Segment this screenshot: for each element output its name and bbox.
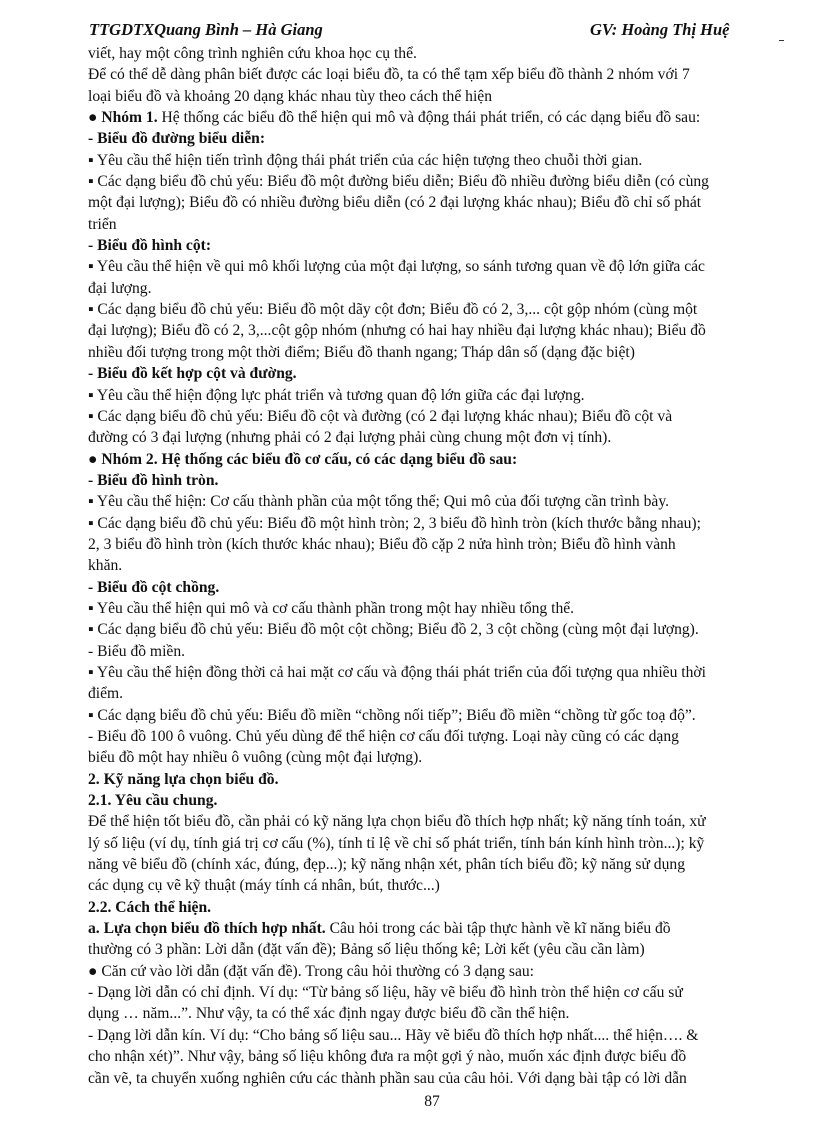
line-text: ▪ Yêu cầu thể hiện tiến trình động thái phát triển của các hiện tượng theo chuỗi thời gian. <box>88 151 643 169</box>
bold-text: - Biểu đồ đường biểu diễn: <box>88 130 266 148</box>
text-line <box>88 1068 788 1089</box>
line-text: ▪ Yêu cầu thể hiện đồng thời cả hai mặt cơ cấu và động thái phát triển của đối tượng qua nhiều thời <box>88 663 706 681</box>
text-line <box>88 363 788 384</box>
line-text: ▪ Yêu cầu thể hiện qui mô và cơ cấu thành phần trong một hay nhiều tổng thể. <box>88 599 575 617</box>
line-text: ▪ Yêu cầu thể hiện về qui mô khối lượng của một đại lượng, so sánh tương quan về độ lớn giữa các <box>88 258 705 276</box>
text-line <box>88 107 788 128</box>
line-text: - Biểu đồ 100 ô vuông. Chủ yếu dùng để thể hiện cơ cấu đối tượng. Loại này cũng có các dạng <box>88 728 679 745</box>
line-text: các dụng cụ vẽ kỹ thuật (máy tính cá nhân, bút, thước...) <box>88 877 440 895</box>
line-text: ● Căn cứ vào lời dẫn (đặt vấn đề). Trong câu hỏi thường có 3 dạng sau: <box>88 962 535 980</box>
line-text: Để có thể dễ dàng phân biết được các loại biểu đồ, ta có thể tạm xếp biểu đồ thành 2 nhóm với 7 <box>88 66 690 84</box>
header-school: TTGDTXQuang Bình – Hà Giang <box>89 20 323 39</box>
line-text: dụng … năm...”. Như vậy, ta có thể xác định ngay được biểu đồ cần thể hiện. <box>88 1005 570 1023</box>
text-line <box>88 577 788 598</box>
text-line <box>88 918 788 939</box>
bold-text: ● Nhóm 1. <box>88 109 158 127</box>
text-line <box>88 641 788 662</box>
text-line <box>88 854 788 875</box>
bold-text: 2. Kỹ năng lựa chọn biểu đồ. <box>88 770 279 788</box>
line-text: - Dạng lời dẫn có chỉ định. Ví dụ: “Từ bảng số liệu, hãy vẽ biểu đồ hình tròn thể hiện cơ cấu sử <box>88 984 683 1002</box>
text-line <box>88 747 788 768</box>
bold-text: - Biểu đồ hình cột: <box>88 237 212 255</box>
line-text: viết, hay một công trình nghiên cứu khoa học cụ thể. <box>88 45 417 62</box>
text-line <box>88 43 788 64</box>
line-text: đại lượng. <box>88 279 152 297</box>
line-text: ▪ Các dạng biểu đồ chủ yếu: Biểu đồ một đường biểu diễn; Biểu đồ nhiều đường biểu diễn (có cùng <box>88 173 709 191</box>
line-text: ▪ Các dạng biểu đồ chủ yếu: Biểu đồ miền “chồng nối tiếp”; Biểu đồ miền “chồng từ gốc toạ độ”. <box>88 706 696 724</box>
text-line <box>88 406 788 427</box>
line-text: cho nhận xét)”. Như vậy, bảng số liệu không đưa ra một gợi ý nào, muốn xác định được biểu đồ <box>88 1048 687 1066</box>
text-line <box>88 598 788 619</box>
line-text: ▪ Yêu cầu thể hiện: Cơ cấu thành phần của một tổng thể; Qui mô của đối tượng cần trình bày. <box>88 493 670 511</box>
text-line <box>88 769 788 790</box>
line-text: Để thể hiện tốt biểu đồ, cần phải có kỹ năng lựa chọn biểu đồ thích hợp nhất; kỹ năng tính toán, xử <box>88 813 706 831</box>
text-line <box>88 150 788 171</box>
line-text: đại lượng); Biểu đồ có 2, 3,...cột gộp nhóm (nhưng có hai hay nhiều đại lượng khác nhau); Biểu đồ <box>88 322 706 340</box>
text-line <box>88 427 788 448</box>
line-text: thường có 3 phần: Lời dẫn (đặt vấn đề); Bảng số liệu thống kê; Lời kết (yêu cầu cần làm) <box>88 941 645 959</box>
line-text: ▪ Yêu cầu thể hiện động lực phát triển và tương quan độ lớn giữa các đại lượng. <box>88 386 585 404</box>
text-line <box>88 491 788 512</box>
text-line <box>88 320 788 341</box>
bold-text: - Biểu đồ cột chồng. <box>88 578 220 596</box>
text-line <box>88 1003 788 1024</box>
text-line <box>88 513 788 534</box>
bold-text: 2.2. Cách thể hiện. <box>88 898 212 916</box>
text-line <box>88 811 788 832</box>
text-line <box>88 982 788 1003</box>
text-line <box>88 726 788 747</box>
bold-text: 2.1. Yêu cầu chung. <box>88 792 218 810</box>
text-line <box>88 64 788 85</box>
text-line <box>88 214 788 235</box>
line-text: Câu hỏi trong các bài tập thực hành về kĩ năng biểu đồ <box>325 920 671 938</box>
text-line <box>88 128 788 149</box>
line-text: điểm. <box>88 685 124 703</box>
text-line <box>88 555 788 576</box>
header-teacher: GV: Hoàng Thị Huệ <box>590 20 730 39</box>
header-mark <box>779 40 784 41</box>
line-text: ▪ Các dạng biểu đồ chủ yếu: Biểu đồ một hình tròn; 2, 3 biểu đồ hình tròn (kích thước bằng nhau); <box>88 514 701 532</box>
bold-text: ● Nhóm 2. Hệ thống các biểu đồ cơ cấu, có các dạng biểu đồ sau: <box>88 450 518 468</box>
text-line <box>88 192 788 213</box>
text-line <box>88 171 788 192</box>
line-text: biểu đồ một hay nhiều ô vuông (cùng một đại lượng). <box>88 749 423 767</box>
text-line <box>88 534 788 555</box>
line-text: đường có 3 đại lượng (nhưng phải có 2 đại lượng phải cùng chung một đơn vị tính). <box>88 429 612 447</box>
line-text: - Biểu đồ miền. <box>88 642 186 660</box>
line-text: triển <box>88 215 117 233</box>
line-text: ▪ Các dạng biểu đồ chủ yếu: Biểu đồ một cột chồng; Biểu đồ 2, 3 cột chồng (cùng một đại lượng). <box>88 621 699 639</box>
text-line <box>88 256 788 277</box>
line-text: Hệ thống các biểu đồ thể hiện qui mô và động thái phát triển, có các dạng biểu đồ sau: <box>157 109 701 127</box>
line-text: nhiều đối tượng trong một thời điểm; Biểu đồ thanh ngang; Tháp dân số (dạng đặc biệt) <box>88 343 635 361</box>
text-line <box>88 1025 788 1046</box>
text-line <box>88 385 788 406</box>
line-text: ▪ Các dạng biểu đồ chủ yếu: Biểu đồ một dãy cột đơn; Biểu đồ có 2, 3,... cột gộp nhóm (cùng một <box>88 301 698 319</box>
text-line <box>88 470 788 491</box>
bold-text: - Biểu đồ kết hợp cột và đường. <box>88 365 297 383</box>
text-line <box>88 619 788 640</box>
text-line <box>88 86 788 107</box>
line-text: ▪ Các dạng biểu đồ chủ yếu: Biểu đồ cột và đường (có 2 đại lượng khác nhau); Biểu đồ cột và <box>88 407 673 425</box>
text-line <box>88 875 788 896</box>
text-line <box>88 897 788 918</box>
line-text: 2, 3 biểu đồ hình tròn (kích thước khác nhau); Biểu đồ cặp 2 nửa hình tròn; Biểu đồ hình vành <box>88 535 676 553</box>
text-line <box>88 342 788 363</box>
line-text: - Dạng lời dẫn kín. Ví dụ: “Cho bảng số liệu sau... Hãy vẽ biểu đồ thích hợp nhất.... thể hiện…. & <box>88 1026 699 1044</box>
text-line <box>88 961 788 982</box>
bold-text: a. Lựa chọn biểu đồ thích hợp nhất. <box>88 920 326 938</box>
page-number: 87 <box>424 1093 440 1110</box>
line-text: một đại lượng); Biểu đồ có nhiều đường biểu diễn (có 2 đại lượng khác nhau); Biểu đồ chỉ số phát <box>88 194 702 212</box>
line-text: năng vẽ biểu đồ (chính xác, đúng, đẹp...); kỹ năng nhận xét, phân tích biểu đồ; kỹ năng sử dụng <box>88 856 685 874</box>
text-line <box>88 278 788 299</box>
text-line <box>88 790 788 811</box>
text-line <box>88 299 788 320</box>
line-text: khăn. <box>88 557 123 575</box>
text-line <box>88 449 788 470</box>
bold-text: - Biểu đồ hình tròn. <box>88 471 219 489</box>
text-line <box>88 1046 788 1067</box>
text-line <box>88 705 788 726</box>
document-body <box>88 43 788 1089</box>
text-line <box>88 939 788 960</box>
text-line <box>88 235 788 256</box>
line-text: lý số liệu (ví dụ, tính giá trị cơ cấu (%), tính tỉ lệ về chỉ số phát triển, tính bán kính hình tròn...); kỹ <box>88 834 705 852</box>
text-line <box>88 683 788 704</box>
text-line <box>88 662 788 683</box>
text-line <box>88 833 788 854</box>
line-text: cần vẽ, ta chuyển xuống nghiên cứu các thành phần sau của câu hỏi. Với dạng bài tập có lời dẫn <box>88 1069 687 1087</box>
line-text: loại biểu đồ và khoảng 20 dạng khác nhau tùy theo cách thể hiện <box>88 87 493 105</box>
